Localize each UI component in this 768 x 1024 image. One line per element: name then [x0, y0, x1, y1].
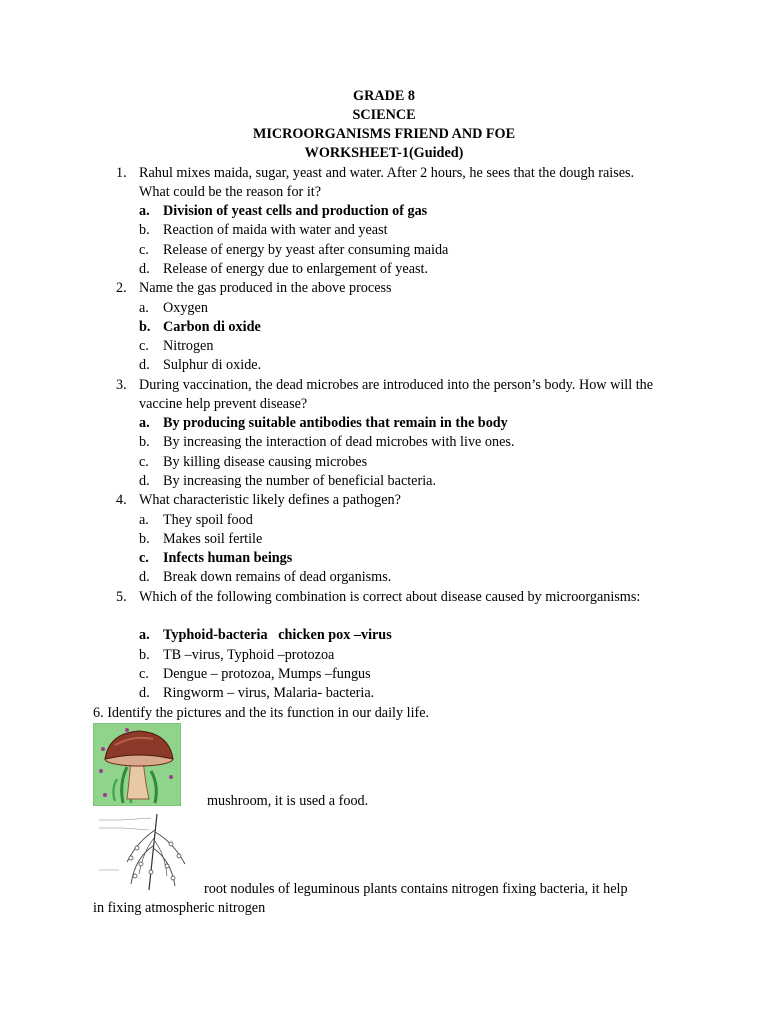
option-text: Reaction of maida with water and yeast	[163, 222, 388, 238]
option-letter: b.	[139, 319, 151, 335]
question-number: 1.	[116, 165, 127, 181]
grade-heading: GRADE 8	[353, 88, 415, 104]
option-text: Break down remains of dead organisms.	[163, 569, 392, 585]
option-text: Makes soil fertile	[163, 531, 263, 547]
option-text-correct: Infects human beings	[163, 550, 293, 566]
question-number: 5.	[116, 589, 127, 605]
option-text: By increasing the number of beneficial bacteria.	[163, 473, 436, 489]
option-text-correct: Carbon di oxide	[163, 319, 261, 335]
option-letter: c.	[139, 454, 149, 470]
option-text: They spoil food	[163, 512, 253, 528]
option-text: Dengue – protozoa, Mumps –fungus	[163, 666, 371, 682]
question-number: 3.	[116, 377, 127, 393]
option-letter: a.	[139, 415, 150, 431]
option-text: By killing disease causing microbes	[163, 454, 368, 470]
question-text: During vaccination, the dead microbes are introduced into the person’s body. How will the vaccine help prevent disease?	[139, 377, 654, 413]
option-text: Release of energy by yeast after consuming maida	[163, 242, 449, 258]
option-text: Nitrogen	[163, 338, 214, 354]
option-letter: d.	[139, 261, 150, 277]
option-letter: a.	[139, 300, 149, 316]
topic-heading: MICROORGANISMS FRIEND AND FOE	[252, 126, 516, 142]
option-letter: b.	[139, 222, 150, 238]
question-number: 4.	[116, 492, 127, 508]
option-letter: b.	[139, 434, 150, 450]
question-text: What characteristic likely defines a pathogen?	[139, 492, 401, 508]
option-letter: a.	[139, 203, 150, 219]
option-letter: c.	[139, 666, 149, 682]
option-letter: c.	[139, 550, 149, 566]
root-nodules-icon	[93, 812, 193, 894]
option-letter: a.	[139, 512, 149, 528]
question-6-text: 6. Identify the pictures and the its function in our daily life.	[93, 705, 430, 721]
option-text-correct: By producing suitable antibodies that remain in the body	[163, 415, 508, 431]
option-text: Sulphur di oxide.	[163, 357, 262, 373]
option-text: Oxygen	[163, 300, 208, 316]
subject-heading: SCIENCE	[352, 107, 416, 123]
option-text-correct: Typhoid-bacteria chicken pox –virus	[163, 627, 392, 643]
option-text-correct: Division of yeast cells and production of gas	[163, 203, 428, 219]
question-number: 2.	[116, 280, 127, 296]
option-letter: b.	[139, 531, 150, 547]
option-letter: d.	[139, 685, 150, 701]
option-text: Ringworm – virus, Malaria- bacteria.	[163, 685, 375, 701]
option-letter: c.	[139, 338, 149, 354]
option-text: By increasing the interaction of dead microbes with live ones.	[163, 434, 515, 450]
option-letter: c.	[139, 242, 149, 258]
question-text: Rahul mixes maida, sugar, yeast and water. After 2 hours, he sees that the dough raises. What could be the reason for it?	[139, 165, 635, 201]
mushroom-icon	[93, 723, 181, 806]
option-letter: d.	[139, 473, 150, 489]
question-text: Which of the following combination is correct about disease caused by microorganisms:	[139, 589, 641, 605]
option-letter: b.	[139, 647, 150, 663]
root-nodules-answer-line-2: in fixing atmospheric nitrogen	[93, 900, 266, 916]
option-letter: d.	[139, 357, 150, 373]
root-nodules-answer-line-1: root nodules of leguminous plants contains nitrogen fixing bacteria, it help	[204, 881, 628, 897]
option-letter: a.	[139, 627, 150, 643]
option-text: Release of energy due to enlargement of yeast.	[163, 261, 428, 277]
worksheet-heading: WORKSHEET-1(Guided)	[304, 145, 464, 161]
question-text: Name the gas produced in the above process	[139, 280, 392, 296]
option-letter: d.	[139, 569, 150, 585]
mushroom-answer: mushroom, it is used a food.	[207, 793, 369, 809]
option-text: TB –virus, Typhoid –protozoa	[163, 647, 335, 663]
